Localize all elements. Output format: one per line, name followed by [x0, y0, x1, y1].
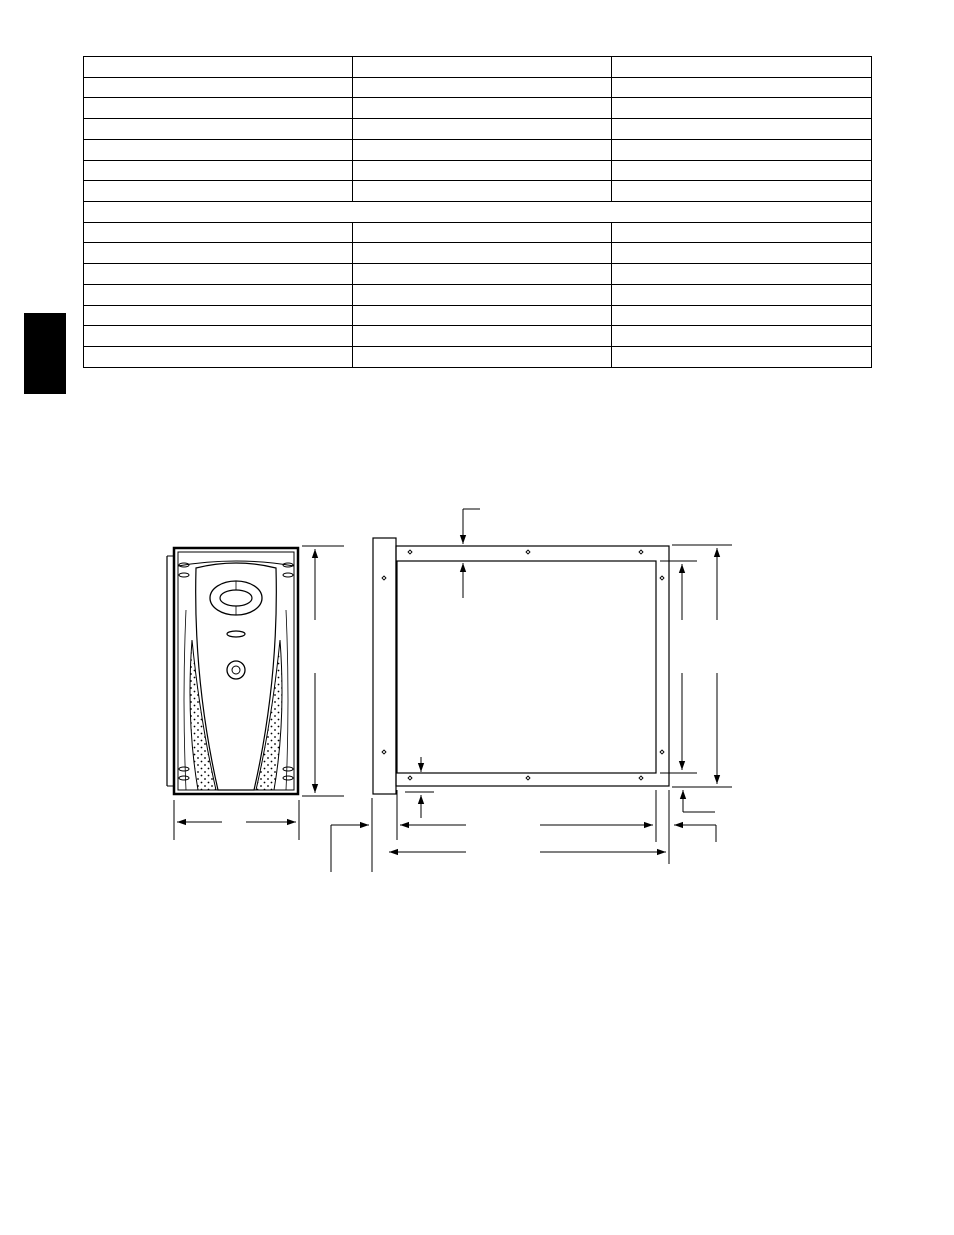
- screw-hole-icon: [382, 550, 664, 780]
- outer-height-dimension: [672, 545, 732, 787]
- cabinet-side-view-icon: [373, 538, 669, 794]
- front-height-dimension: [302, 546, 344, 796]
- top-flange-dimension: [463, 509, 480, 598]
- inner-height-dimension: [660, 561, 697, 773]
- flange-depth-dimension: [331, 825, 716, 872]
- inner-width-dimension: [397, 790, 656, 842]
- front-width-dimension: [174, 800, 299, 840]
- outer-width-dimension: [372, 790, 669, 872]
- air-cleaner-front-icon: [167, 548, 298, 794]
